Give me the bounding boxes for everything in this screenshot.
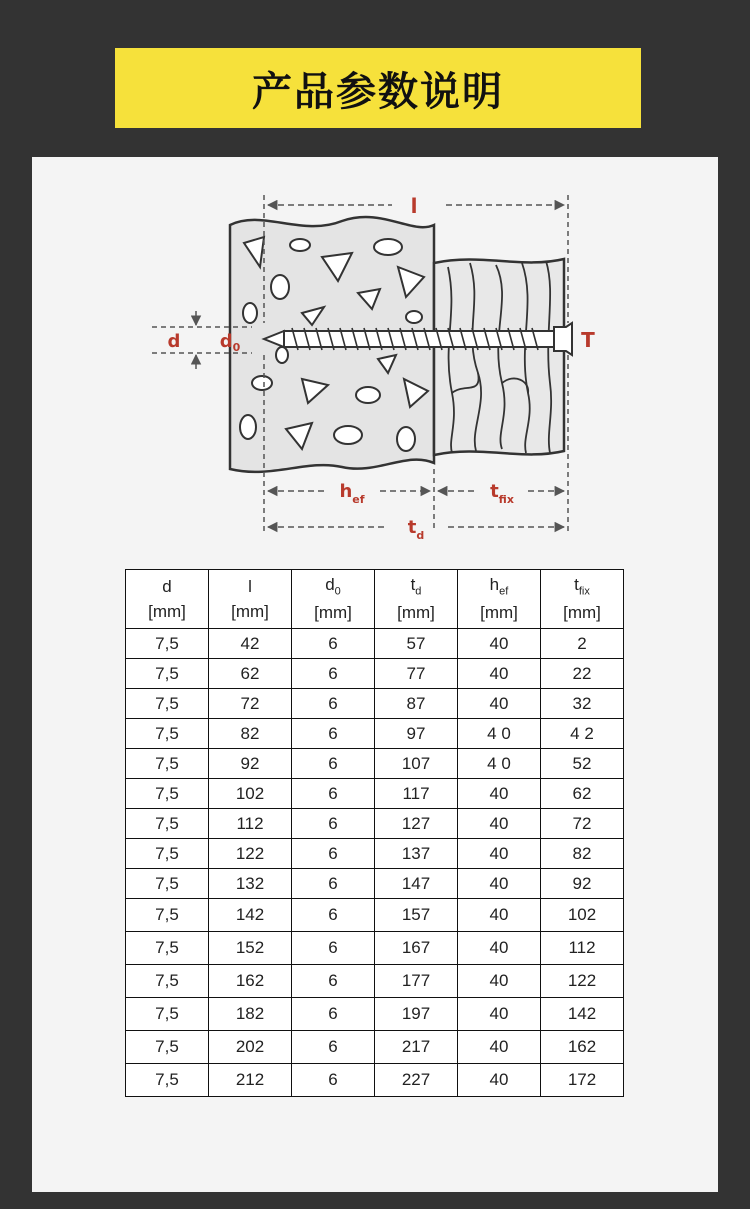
table-row: [126, 689, 624, 719]
column-header: [209, 570, 292, 629]
column-symbol: d: [162, 576, 172, 596]
table-cell: 22: [541, 659, 624, 689]
table-cell: 7,5: [126, 779, 209, 809]
table-cell: 7,5: [126, 932, 209, 965]
column-header: [458, 570, 541, 629]
table-header-row: [126, 570, 624, 629]
length-label: l: [410, 194, 418, 218]
table-cell: 7,5: [126, 809, 209, 839]
table-row: [126, 659, 624, 689]
table-cell: 7,5: [126, 998, 209, 1031]
table-cell: 72: [541, 809, 624, 839]
total-depth-label: $t_d$: [407, 517, 425, 542]
table-cell: 107: [375, 749, 458, 779]
hole-diameter-label: $d_0$: [219, 331, 241, 354]
table-cell: 52: [541, 749, 624, 779]
table-cell: 6: [292, 899, 375, 932]
screw-shank: [284, 331, 554, 347]
table-body: [126, 629, 624, 1097]
table-cell: 40: [458, 998, 541, 1031]
table-cell: 62: [209, 659, 292, 689]
column-symbol-subscript: ef: [499, 585, 509, 598]
table-cell: 122: [209, 839, 292, 869]
table-cell: 7,5: [126, 1031, 209, 1064]
spec-table: [125, 569, 624, 1097]
page-title: 产品参数说明: [252, 68, 504, 115]
table-cell: 40: [458, 809, 541, 839]
column-symbol: l: [248, 576, 252, 596]
column-symbol-subscript: 0: [334, 585, 341, 598]
table-cell: 82: [209, 719, 292, 749]
table-cell: 92: [209, 749, 292, 779]
screw-installation-diagram: [152, 183, 622, 553]
table-cell: 40: [458, 1064, 541, 1097]
table-cell: 40: [458, 779, 541, 809]
table-cell: 202: [209, 1031, 292, 1064]
table-cell: 217: [375, 1031, 458, 1064]
table-cell: 40: [458, 1031, 541, 1064]
column-unit: [mm]: [563, 603, 601, 623]
table-cell: 6: [292, 719, 375, 749]
table-cell: 92: [541, 869, 624, 899]
column-unit: [mm]: [480, 603, 518, 623]
table-cell: 7,5: [126, 965, 209, 998]
table-row: [126, 1064, 624, 1097]
column-symbol: t: [574, 575, 579, 595]
table-cell: 142: [541, 998, 624, 1031]
table-cell: 7,5: [126, 869, 209, 899]
column-symbol: t: [410, 575, 416, 595]
column-unit: [mm]: [148, 602, 186, 621]
table-cell: 4 2: [541, 719, 624, 749]
table-cell: 6: [292, 1064, 375, 1097]
table-cell: 6: [292, 998, 375, 1031]
table-cell: 6: [292, 869, 375, 899]
table-cell: 7,5: [126, 629, 209, 659]
table-cell: 6: [292, 839, 375, 869]
table-cell: 40: [458, 869, 541, 899]
table-cell: 142: [209, 899, 292, 932]
table-cell: 7,5: [126, 839, 209, 869]
table-cell: 82: [541, 839, 624, 869]
table-cell: 40: [458, 629, 541, 659]
table-cell: 167: [375, 932, 458, 965]
table-cell: 7,5: [126, 689, 209, 719]
table-cell: 182: [209, 998, 292, 1031]
screw-head: [554, 323, 572, 355]
table-cell: 122: [541, 965, 624, 998]
table-cell: 77: [375, 659, 458, 689]
table-cell: 6: [292, 659, 375, 689]
table-cell: 40: [458, 899, 541, 932]
column-header: [126, 570, 209, 629]
table-cell: 137: [375, 839, 458, 869]
table-row: [126, 719, 624, 749]
table-row: [126, 749, 624, 779]
table-cell: 62: [541, 779, 624, 809]
table-cell: 97: [375, 719, 458, 749]
table-cell: 4 0: [458, 749, 541, 779]
column-symbol: d: [325, 575, 335, 595]
table-cell: 7,5: [126, 749, 209, 779]
table-cell: 197: [375, 998, 458, 1031]
table-cell: 102: [541, 899, 624, 932]
table-cell: 6: [292, 965, 375, 998]
title-banner: [115, 48, 641, 128]
table-cell: 152: [209, 932, 292, 965]
column-symbol: h: [489, 575, 500, 595]
table-cell: 7,5: [126, 1064, 209, 1097]
table-cell: 87: [375, 689, 458, 719]
embedment-depth-label: $h_{ef}$: [339, 481, 365, 506]
table-cell: 4 0: [458, 719, 541, 749]
table-cell: 157: [375, 899, 458, 932]
table-cell: 147: [375, 869, 458, 899]
table-cell: 112: [541, 932, 624, 965]
table-cell: 6: [292, 1031, 375, 1064]
table-row: [126, 809, 624, 839]
spec-card: [32, 157, 718, 1192]
table-cell: 212: [209, 1064, 292, 1097]
table-cell: 162: [541, 1031, 624, 1064]
table-cell: 40: [458, 932, 541, 965]
table-cell: 162: [209, 965, 292, 998]
table-cell: 227: [375, 1064, 458, 1097]
table-cell: 7,5: [126, 719, 209, 749]
table-cell: 40: [458, 689, 541, 719]
table-row: [126, 869, 624, 899]
column-symbol-subscript: fix: [578, 585, 590, 598]
table-row: [126, 932, 624, 965]
column-header: [375, 570, 458, 629]
table-cell: 112: [209, 809, 292, 839]
torque-label: T: [581, 328, 595, 352]
table-row: [126, 839, 624, 869]
table-cell: 6: [292, 809, 375, 839]
table-row: [126, 965, 624, 998]
table-cell: 2: [541, 629, 624, 659]
table-cell: 177: [375, 965, 458, 998]
diameter-label: d: [167, 331, 181, 352]
table-cell: 132: [209, 869, 292, 899]
table-cell: 40: [458, 965, 541, 998]
table-cell: 42: [209, 629, 292, 659]
table-cell: 6: [292, 689, 375, 719]
table-cell: 40: [458, 839, 541, 869]
table-cell: 57: [375, 629, 458, 659]
column-header: [541, 570, 624, 629]
table-cell: 40: [458, 659, 541, 689]
table-cell: 7,5: [126, 899, 209, 932]
table-cell: 102: [209, 779, 292, 809]
table-row: [126, 998, 624, 1031]
table-cell: 127: [375, 809, 458, 839]
column-unit: [mm]: [397, 603, 435, 623]
table-cell: 6: [292, 629, 375, 659]
table-row: [126, 629, 624, 659]
table-row: [126, 899, 624, 932]
column-unit: [mm]: [231, 602, 269, 621]
table-cell: 172: [541, 1064, 624, 1097]
column-unit: [mm]: [314, 603, 352, 623]
table-cell: 7,5: [126, 659, 209, 689]
table-cell: 6: [292, 749, 375, 779]
table-cell: 6: [292, 779, 375, 809]
table-cell: 32: [541, 689, 624, 719]
column-header: [292, 570, 375, 629]
table-cell: 117: [375, 779, 458, 809]
fixture-thickness-label: $t_{fix}$: [490, 481, 514, 506]
table-row: [126, 1031, 624, 1064]
column-symbol-subscript: d: [415, 585, 422, 598]
table-row: [126, 779, 624, 809]
table-cell: 72: [209, 689, 292, 719]
table-cell: 6: [292, 932, 375, 965]
